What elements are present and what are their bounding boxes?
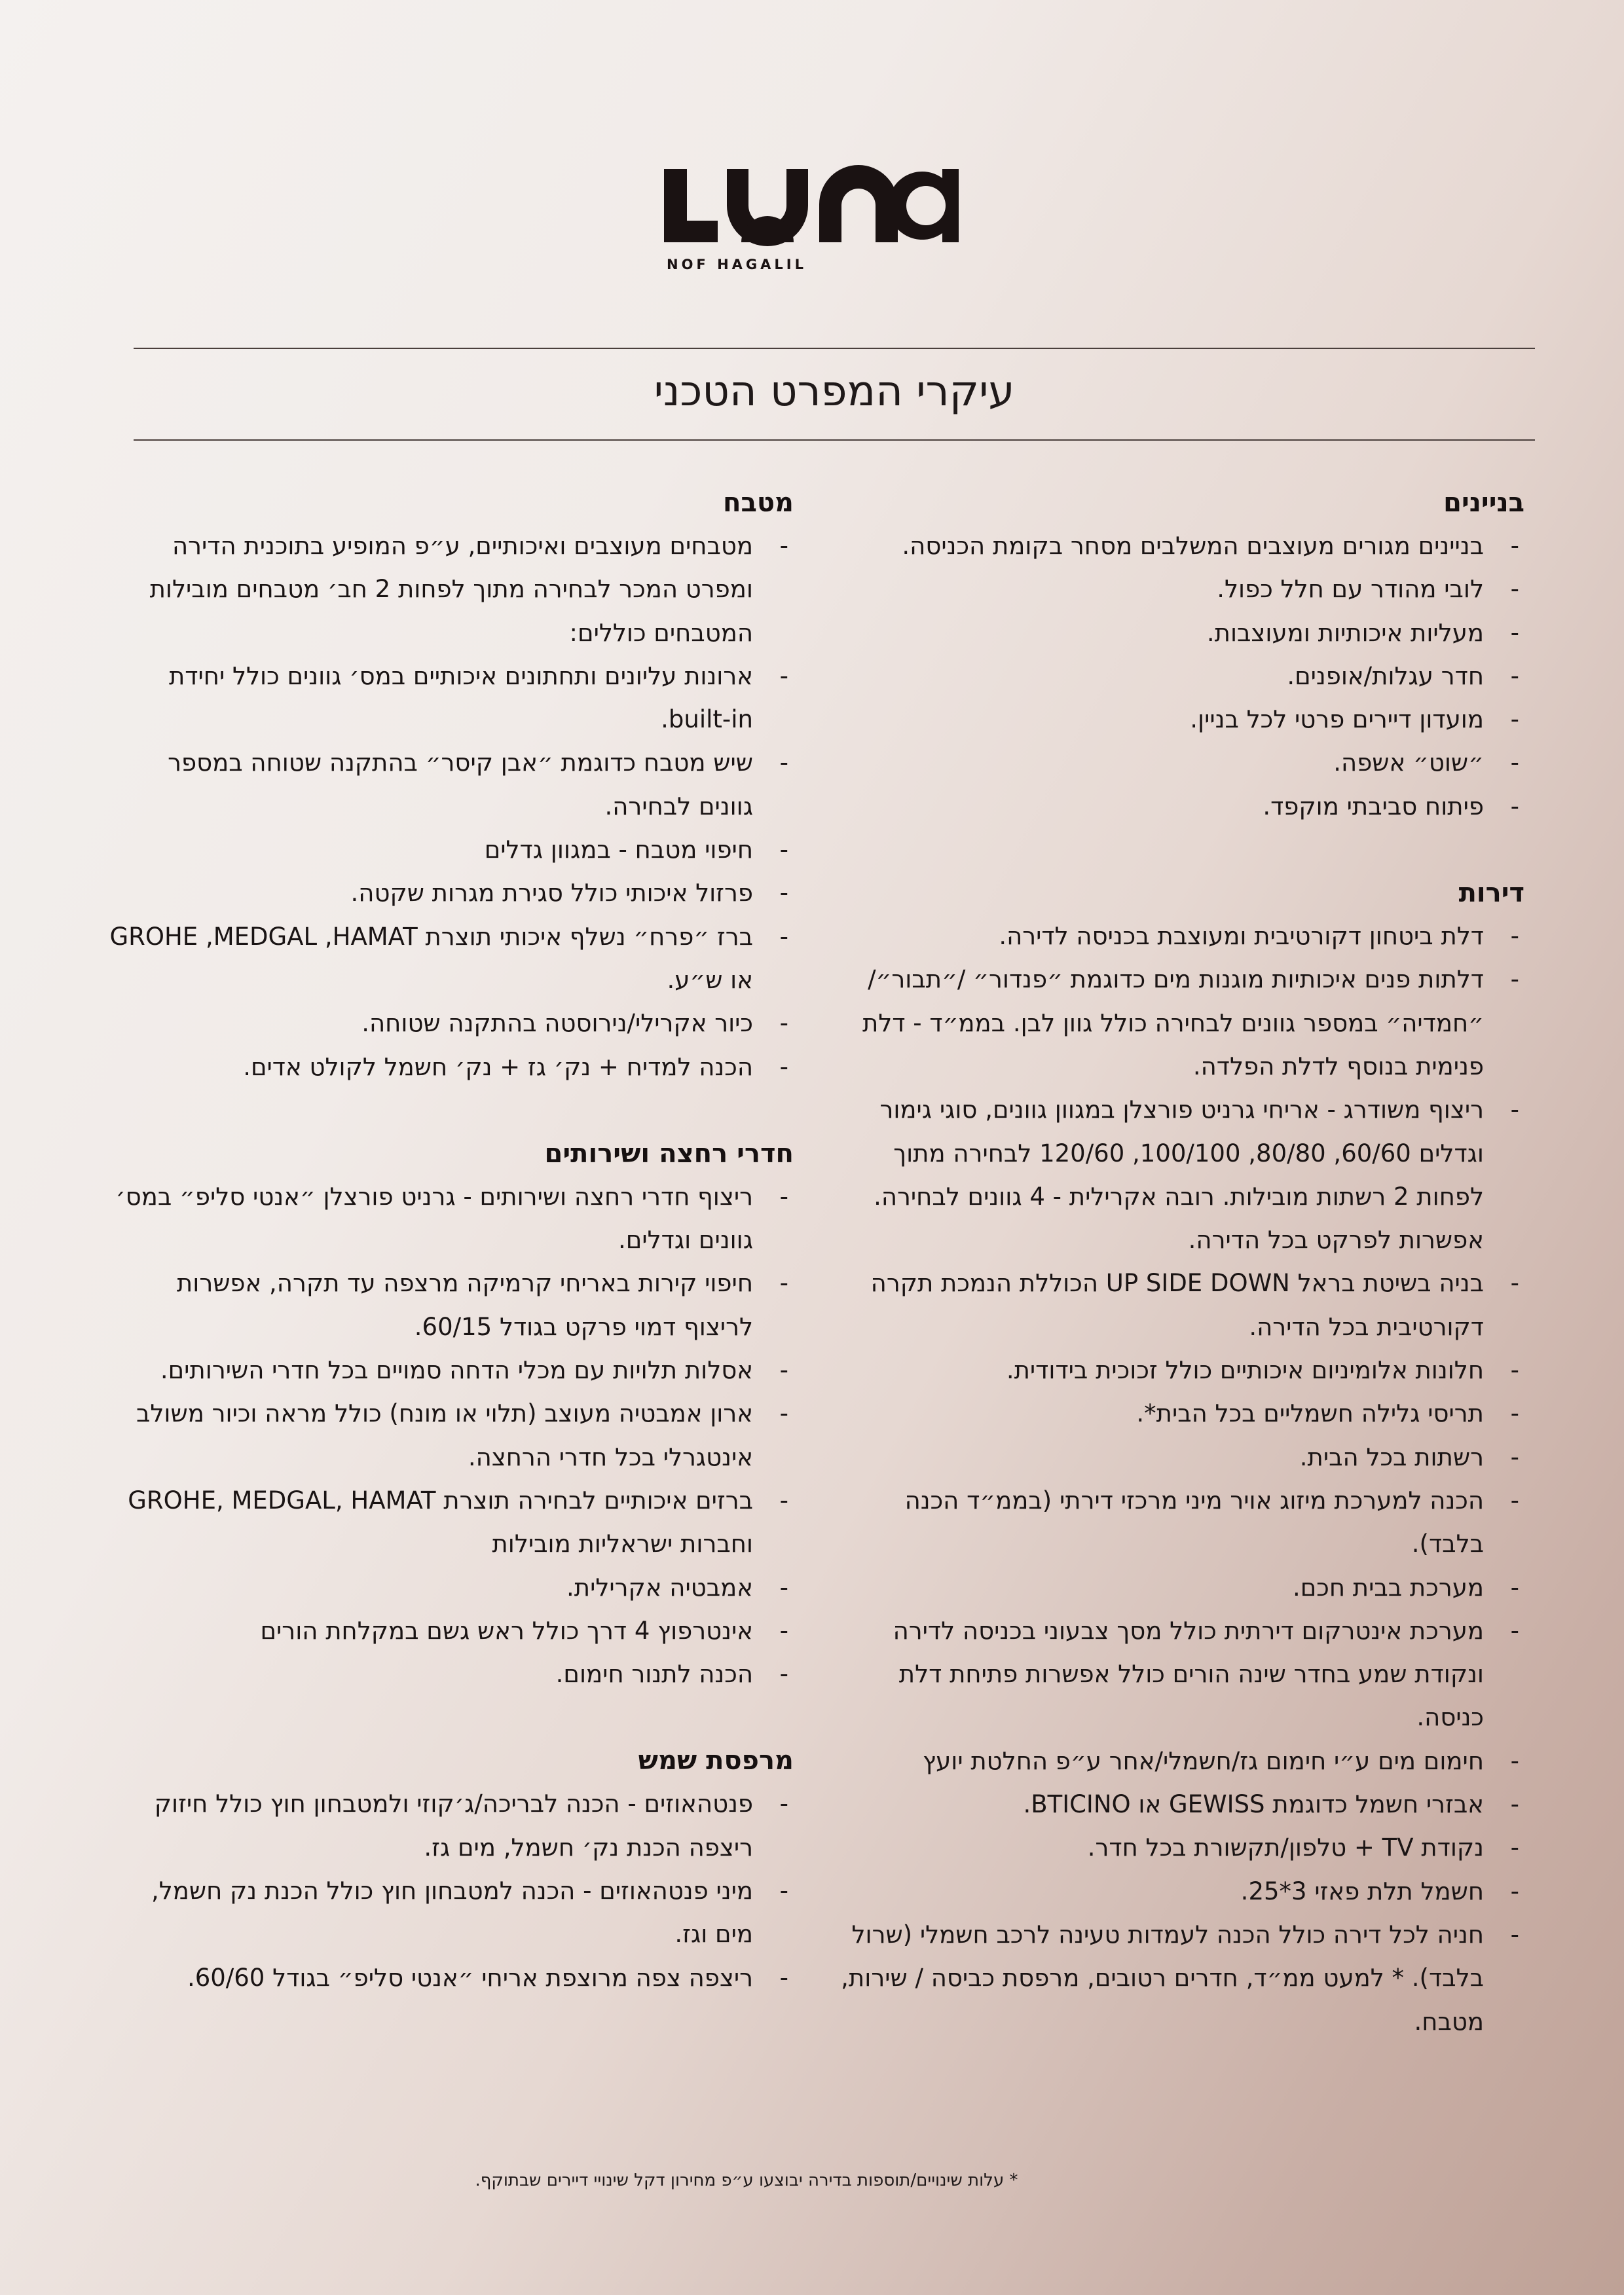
dash-bullet: - [1510,575,1519,604]
list-item: - לובי מהודר עם חלל כפול. [837,568,1524,611]
dash-bullet: - [779,1052,788,1081]
dash-bullet: - [779,1356,788,1385]
dash-bullet: - [1510,705,1519,734]
list-item: - דלת ביטחון דקורטיבית ומעוצבת בכניסה לדירה. [837,915,1524,958]
list-item: - חלונות אלומיניום איכותיים כולל זכוכית בידודית. [837,1349,1524,1392]
dash-bullet: - [779,1573,788,1602]
list-item: - אינטרפוץ 4 דרך כולל ראש גשם במקלחת הורים [106,1609,794,1653]
page-title: עיקרי המפרט הטכני [654,367,1015,416]
dash-bullet: - [1510,618,1519,647]
buildings-list [837,524,1524,828]
list-item: - כיור אקרילי/נירוסטה בהתקנה שטוחה. [106,1002,794,1045]
list-item: - הכנה למערכת מיזוג אויר מיני מרכזי דירתי (בממ״ד הכנה בלבד). [837,1479,1524,1566]
list-item: - ארונות עליונים ותחתונים איכותיים במס׳ גוונים כולל יחידת built-in. [106,655,794,742]
dash-bullet: - [1510,1790,1519,1819]
dash-bullet: - [779,1269,788,1298]
dash-bullet: - [1510,1399,1519,1428]
section-heading-buildings: בניינים [1443,488,1524,518]
list-item: - הכנה למדיח + נק׳ גז + נק׳ חשמל לקולט אדים. [106,1046,794,1089]
luna-wordmark-icon [663,165,961,247]
list-item: - מעליות איכותיות ומעוצבות. [837,612,1524,655]
list-item: - ברז ״פרח״ נשלף איכותי תוצרת GROHE ,MEDGAL ,HAMAT או ש״ע. [106,915,794,1002]
luna-logo [663,165,964,280]
dash-bullet: - [1510,748,1519,777]
list-item: - חניה לכל דירה כולל הכנה לעמדות טעינה לרכב חשמלי (שרול בלבד). * למעט ממ״ד, חדרים רטובים, מרפסת כביסה / שירות, מטבח. [837,1913,1524,2044]
title-rule-top [134,348,1535,349]
list-item: - מיני פנטהאוזים - הכנה למטבחון חוץ כולל הכנת נק חשמל, מים וגז. [106,1869,794,1956]
dash-bullet: - [1510,1746,1519,1775]
dash-bullet: - [1510,532,1519,560]
dash-bullet: - [1510,1442,1519,1471]
list-item: - אסלות תלויות עם מכלי הדחה סמויים בכל חדרי השירותים. [106,1349,794,1392]
dash-bullet: - [779,1963,788,1992]
column-left [106,481,794,2000]
list-item: - חיפוי קירות באריחי קרמיקה מרצפה עד תקרה, אפשרות לריצוף דמוי פרקט בגודל 60/15. [106,1262,794,1349]
list-item: - מועדון דיירים פרטי לכל בניין. [837,698,1524,741]
list-item: - חדר עגלות/אופנים. [837,655,1524,698]
dash-bullet: - [779,1660,788,1689]
title-rule-bottom [134,439,1535,441]
list-item: - שיש מטבח כדוגמת ״אבן קיסר״ בהתקנה שטוחה במספר גוונים לבחירה. [106,741,794,828]
section-gap [837,828,1524,872]
list-item: - אבזרי חשמל כדוגמת GEWISS או BTICINO. [837,1783,1524,1826]
section-heading-kitchen: מטבח [723,488,794,518]
list-item: - פנטהאוזים - הכנה לבריכה/ג׳קוזי ולמטבחון חוץ כולל חיזוק ריצפה הכנת נק׳ חשמל, מים גז. [106,1782,794,1869]
section-heading-bathrooms: חדרי רחצה ושירותים [544,1138,794,1169]
dash-bullet: - [779,1877,788,1905]
dash-bullet: - [779,1616,788,1645]
list-item: - פיתוח סביבתי מוקפד. [837,785,1524,828]
list-item: - בניינים מגורים מעוצבים המשלבים מסחר בקומת הכניסה. [837,524,1524,568]
list-item: - ברזים איכותיים לבחירה תוצרת GROHE, MEDGAL, HAMAT וחברות ישראליות מובילות [106,1479,794,1566]
list-item: - רשתות בכל הבית. [837,1436,1524,1479]
dash-bullet: - [779,748,788,777]
dash-bullet: - [1510,1877,1519,1905]
dash-bullet: - [1510,1833,1519,1862]
dash-bullet: - [779,532,788,560]
dash-bullet: - [1510,922,1519,951]
list-item: - ריצפה צפה מרוצפת אריחי ״אנטי סליפ״ בגודל 60/60. [106,1956,794,2000]
dash-bullet: - [779,879,788,908]
dash-bullet: - [1510,792,1519,820]
dash-bullet: - [779,922,788,951]
bathrooms-list [106,1175,794,1697]
list-item: - אמבטיה אקרילית. [106,1566,794,1609]
kitchen-list [106,524,794,1089]
list-item: - חימום מים ע״י חימום גז/חשמלי/אחר ע״פ החלטת יועץ [837,1740,1524,1783]
logo-subtitle: NOF HAGALIL [667,257,807,272]
list-item: - ריצוף חדרי רחצה ושירותים - גרניט פורצלן ״אנטי סליפ״ במס׳ גוונים וגדלים. [106,1175,794,1262]
dash-bullet: - [779,1790,788,1818]
dash-bullet: - [779,661,788,690]
list-item: - ריצוף משודרג - אריחי גרניט פורצלן במגוון גוונים, סוגי גימור וגדלים 60/60, 80/80, 100/100, 120/60 לבחירה מתוך לפחות 2 רשתות מובילות. רובה אקרילית - 4 גוונים לבחירה. אפשרות לפרקט בכל הדירה. [837,1088,1524,1262]
section-gap [106,1089,794,1132]
dash-bullet: - [1510,1269,1519,1298]
dash-bullet: - [1510,1573,1519,1602]
section-gap [106,1696,794,1739]
dash-bullet: - [1510,1095,1519,1124]
list-item: - מערכת אינטרקום דירתית כולל מסך צבעוני בכניסה לדירה ונקודת שמע בחדר שינה הורים כולל אפשרות פתיחת דלת כניסה. [837,1609,1524,1740]
column-right [837,481,1524,2044]
section-heading-apartments: דירות [1458,878,1524,909]
dash-bullet: - [779,1399,788,1428]
dash-bullet: - [779,1009,788,1038]
apartments-list [837,915,1524,2044]
list-item: - נקודת TV + טלפון/תקשורת בכל חדר. [837,1826,1524,1869]
section-heading-sun-balcony: מרפסת שמש [638,1746,794,1776]
list-item: - חיפוי מטבח - במגוון גדלים [106,828,794,872]
dash-bullet: - [1510,965,1519,994]
list-item: - פרזול איכותי כולל סגירת מגרות שקטה. [106,872,794,915]
dash-bullet: - [1510,1616,1519,1645]
dash-bullet: - [1510,1486,1519,1515]
list-item: - תריסי גלילה חשמליים בכל הבית*. [837,1392,1524,1435]
list-item: - דלתות פנים איכותיות מוגנות מים כדוגמת ״פנדור״ /״תבור״/״חמדיה״ במספר גוונים לבחירה כולל גוון לבן. בממ״ד - דלת פנימית בנוסף לדלת הפלדה. [837,958,1524,1088]
list-item: - ״שוט״ אשפה. [837,741,1524,784]
dash-bullet: - [1510,1356,1519,1385]
dash-bullet: - [779,835,788,864]
footnote: * עלות שינויים/תוספות בדירה יבוצעו ע״פ מחירון דקל שינויי דיירים שבתוקף. [475,2171,1018,2190]
list-item: - מטבחים מעוצבים ואיכותיים, ע״פ המופיע בתוכנית הדירה ומפרט המכר לבחירה מתוך לפחות 2 חב׳ מטבחים מובילות המטבחים כוללים: [106,524,794,655]
dash-bullet: - [1510,1920,1519,1949]
dash-bullet: - [1510,661,1519,690]
sun-balcony-list [106,1782,794,1999]
dash-bullet: - [779,1486,788,1515]
list-item: - ארון אמבטיה מעוצב (תלוי או מונח) כולל מראה וכיור משולב אינטגרלי בכל חדרי הרחצה. [106,1392,794,1479]
list-item: - הכנה לתנור חימום. [106,1653,794,1696]
dash-bullet: - [779,1182,788,1211]
list-item: - בניה בשיטת בראל UP SIDE DOWN הכוללת הנמכת תקרה דקורטיבית בכל הדירה. [837,1262,1524,1349]
list-item: - מערכת בבית חכם. [837,1566,1524,1609]
list-item: - חשמל תלת פאזי 3*25. [837,1870,1524,1913]
